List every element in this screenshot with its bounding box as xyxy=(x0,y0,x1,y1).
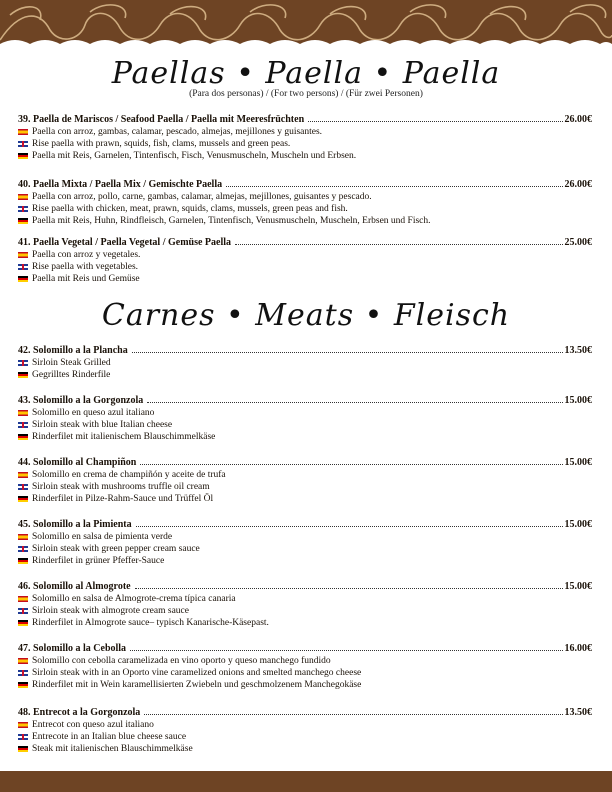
leader-dots xyxy=(140,463,562,465)
description-text: Solomillo en crema de champiñón y aceite de trufa xyxy=(32,470,226,480)
bottom-band xyxy=(0,771,612,792)
menu-item-price: 26.00€ xyxy=(564,179,592,190)
menu-item-title: 47. Solomillo a la Cebolla xyxy=(18,643,127,654)
germany-flag-icon xyxy=(18,620,28,626)
leader-dots xyxy=(235,243,562,245)
menu-item-description xyxy=(18,543,592,555)
top-ornament-band xyxy=(0,0,612,50)
menu-item-description xyxy=(18,138,592,150)
menu-item-title: 45. Solomillo a la Pimienta xyxy=(18,519,132,530)
leader-dots xyxy=(147,401,562,403)
menu-item-description xyxy=(18,273,592,285)
description-text: Rise paella with chicken, meat, prawn, squids, clams, mussels, green peas and fish. xyxy=(32,204,348,214)
uk-flag-icon xyxy=(18,206,28,212)
menu-item-description xyxy=(18,419,592,431)
leader-dots xyxy=(226,185,562,187)
description-text: Paella con arroz, pollo, carne, gambas, calamar, almejas, mejillones, guisantes y pescado. xyxy=(32,192,372,202)
description-text: Paella con arroz y vegetales. xyxy=(32,250,141,260)
description-text: Rise paella with prawn, squids, fish, clams, mussels and green peas. xyxy=(32,139,291,149)
menu-item-title: 42. Solomillo a la Plancha xyxy=(18,345,128,356)
description-text: Gegrilltes Rinderfile xyxy=(32,370,111,380)
description-text: Entrecot con queso azul italiano xyxy=(32,720,154,730)
menu-item-description xyxy=(18,679,592,691)
germany-flag-icon xyxy=(18,434,28,440)
menu-item-title: 46. Solomillo al Almogrote xyxy=(18,581,131,592)
menu-item-description xyxy=(18,215,592,227)
germany-flag-icon xyxy=(18,153,28,159)
menu-item-title: 39. Paella de Mariscos / Seafood Paella / Paella mit Meeresfrüchten xyxy=(18,114,305,125)
description-text: Rise paella with vegetables. xyxy=(32,262,139,272)
menu-item-price: 13.50€ xyxy=(564,345,592,356)
menu-item-title: 41. Paella Vegetal / Paella Vegetal / Gemüse Paella xyxy=(18,237,232,248)
description-text: Paella mit Reis, Garnelen, Tintenfisch, Fisch, Venusmuscheln, Muscheln und Erbsen. xyxy=(32,151,357,161)
menu-item-title: 40. Paella Mixta / Paella Mix / Gemischte Paella xyxy=(18,179,223,190)
menu-item-description xyxy=(18,605,592,617)
menu-item-description xyxy=(18,555,592,567)
carnes-heading: Carnes • Meats • Fleisch xyxy=(101,298,511,333)
spain-flag-icon xyxy=(18,129,28,135)
spain-flag-icon xyxy=(18,410,28,416)
description-text: Rinderfilet in Almogrote sauce– typisch Kanarische-Käsepast. xyxy=(32,618,269,628)
spain-flag-icon xyxy=(18,596,28,602)
leader-dots xyxy=(130,649,562,651)
uk-flag-icon xyxy=(18,484,28,490)
menu-item-price: 15.00€ xyxy=(564,581,592,592)
menu-item-description xyxy=(18,369,592,381)
baroque-ornament xyxy=(0,0,612,50)
description-text: Sirloin steak with in an Oporto vine caramelized onions and smelted manchego cheese xyxy=(32,668,362,678)
menu-item-title: 43. Solomillo a la Gorgonzola xyxy=(18,395,144,406)
description-text: Sirloin steak with almogrote cream sauce xyxy=(32,606,189,616)
menu-item xyxy=(18,642,592,691)
menu-item xyxy=(18,580,592,629)
description-text: Paella mit Reis, Huhn, Rindfleisch, Garnelen, Tintenfisch, Venusmuscheln, Muscheln, Erbsen und Fisch. xyxy=(32,216,431,226)
description-text: Entrecote in an Italian blue cheese sauce xyxy=(32,732,187,742)
spain-flag-icon xyxy=(18,658,28,664)
spain-flag-icon xyxy=(18,194,28,200)
menu-item-description xyxy=(18,431,592,443)
menu-item-description xyxy=(18,531,592,543)
menu-item-description xyxy=(18,357,592,369)
menu-item-title-row xyxy=(18,236,592,249)
description-text: Solomillo en salsa de Almogrote-crema típica canaria xyxy=(32,594,236,604)
germany-flag-icon xyxy=(18,372,28,378)
menu-item-description xyxy=(18,617,592,629)
menu-item-description xyxy=(18,249,592,261)
germany-flag-icon xyxy=(18,218,28,224)
description-text: Sirloin steak with green pepper cream sauce xyxy=(32,544,200,554)
germany-flag-icon xyxy=(18,682,28,688)
description-text: Solomillo en salsa de pimienta verde xyxy=(32,532,173,542)
menu-item-price: 16.00€ xyxy=(564,643,592,654)
menu-item xyxy=(18,394,592,443)
description-text: Steak mit italienischen Blauschimmelkäse xyxy=(32,744,193,754)
menu-item-description xyxy=(18,126,592,138)
spain-flag-icon xyxy=(18,472,28,478)
menu-item-description xyxy=(18,469,592,481)
paellas-subheading: (Para dos personas) / (For two persons) / (Für zwei Personen) xyxy=(189,89,423,99)
menu-item-title-row xyxy=(18,456,592,469)
menu-item-title-row xyxy=(18,642,592,655)
menu-item-title: 44. Solomillo al Champiñon xyxy=(18,457,137,468)
menu-item-title-row xyxy=(18,706,592,719)
description-text: Rinderfilet in Pilze-Rahm-Sauce und Trüffel Öl xyxy=(32,494,214,504)
menu-item-description xyxy=(18,261,592,273)
menu-item-description xyxy=(18,150,592,162)
uk-flag-icon xyxy=(18,734,28,740)
uk-flag-icon xyxy=(18,670,28,676)
menu-item-price: 15.00€ xyxy=(564,395,592,406)
uk-flag-icon xyxy=(18,608,28,614)
menu-item-price: 15.00€ xyxy=(564,519,592,530)
spain-flag-icon xyxy=(18,722,28,728)
description-text: Sirloin Steak Grilled xyxy=(32,358,111,368)
uk-flag-icon xyxy=(18,141,28,147)
leader-dots xyxy=(136,525,563,527)
menu-item-description xyxy=(18,593,592,605)
menu-item xyxy=(18,178,592,227)
menu-item-title-row xyxy=(18,344,592,357)
menu-item-title-row xyxy=(18,113,592,126)
uk-flag-icon xyxy=(18,546,28,552)
leader-dots xyxy=(308,120,562,122)
menu-item-title: 48. Entrecot a la Gorgonzola xyxy=(18,707,141,718)
germany-flag-icon xyxy=(18,276,28,282)
menu-item-price: 13.50€ xyxy=(564,707,592,718)
description-text: Rinderfilet in grüner Pfeffer-Sauce xyxy=(32,556,165,566)
menu-item-description xyxy=(18,719,592,731)
menu-item xyxy=(18,518,592,567)
menu-item xyxy=(18,344,592,381)
description-text: Paella mit Reis und Gemüse xyxy=(32,274,140,284)
description-text: Solomillo en queso azul italiano xyxy=(32,408,155,418)
menu-item xyxy=(18,236,592,285)
menu-item xyxy=(18,456,592,505)
menu-item-description xyxy=(18,407,592,419)
uk-flag-icon xyxy=(18,264,28,270)
uk-flag-icon xyxy=(18,360,28,366)
leader-dots xyxy=(144,713,562,715)
menu-item-description xyxy=(18,203,592,215)
menu-item xyxy=(18,706,592,755)
description-text: Paella con arroz, gambas, calamar, pescado, almejas, mejillones y guisantes. xyxy=(32,127,323,137)
menu-item-description xyxy=(18,191,592,203)
menu-item-price: 26.00€ xyxy=(564,114,592,125)
menu-item-description xyxy=(18,743,592,755)
menu-item-title-row xyxy=(18,518,592,531)
description-text: Sirloin steak with blue Italian cheese xyxy=(32,420,173,430)
menu-item-title-row xyxy=(18,178,592,191)
menu-item-description xyxy=(18,655,592,667)
menu-item-description xyxy=(18,493,592,505)
menu-item-title-row xyxy=(18,394,592,407)
uk-flag-icon xyxy=(18,422,28,428)
germany-flag-icon xyxy=(18,746,28,752)
spain-flag-icon xyxy=(18,534,28,540)
leader-dots xyxy=(135,587,563,589)
menu-item-description xyxy=(18,481,592,493)
description-text: Sirloin steak with mushrooms truffle oil cream xyxy=(32,482,210,492)
spain-flag-icon xyxy=(18,252,28,258)
germany-flag-icon xyxy=(18,496,28,502)
description-text: Rinderfilet mit italienischem Blauschimmelkäse xyxy=(32,432,216,442)
menu-item-price: 25.00€ xyxy=(564,237,592,248)
description-text: Solomillo con cebolla caramelizada en vino oporto y queso manchego fundido xyxy=(32,656,331,666)
menu-item-description xyxy=(18,667,592,679)
germany-flag-icon xyxy=(18,558,28,564)
leader-dots xyxy=(132,351,563,353)
description-text: Rinderfilet mit in Wein karamellisierten Zwiebeln und geschmolzenem Manchegokäse xyxy=(32,680,362,690)
menu-item-description xyxy=(18,731,592,743)
paellas-heading: Paellas • Paella • Paella xyxy=(111,56,501,91)
menu-item-title-row xyxy=(18,580,592,593)
menu-item xyxy=(18,113,592,162)
menu-item-price: 15.00€ xyxy=(564,457,592,468)
